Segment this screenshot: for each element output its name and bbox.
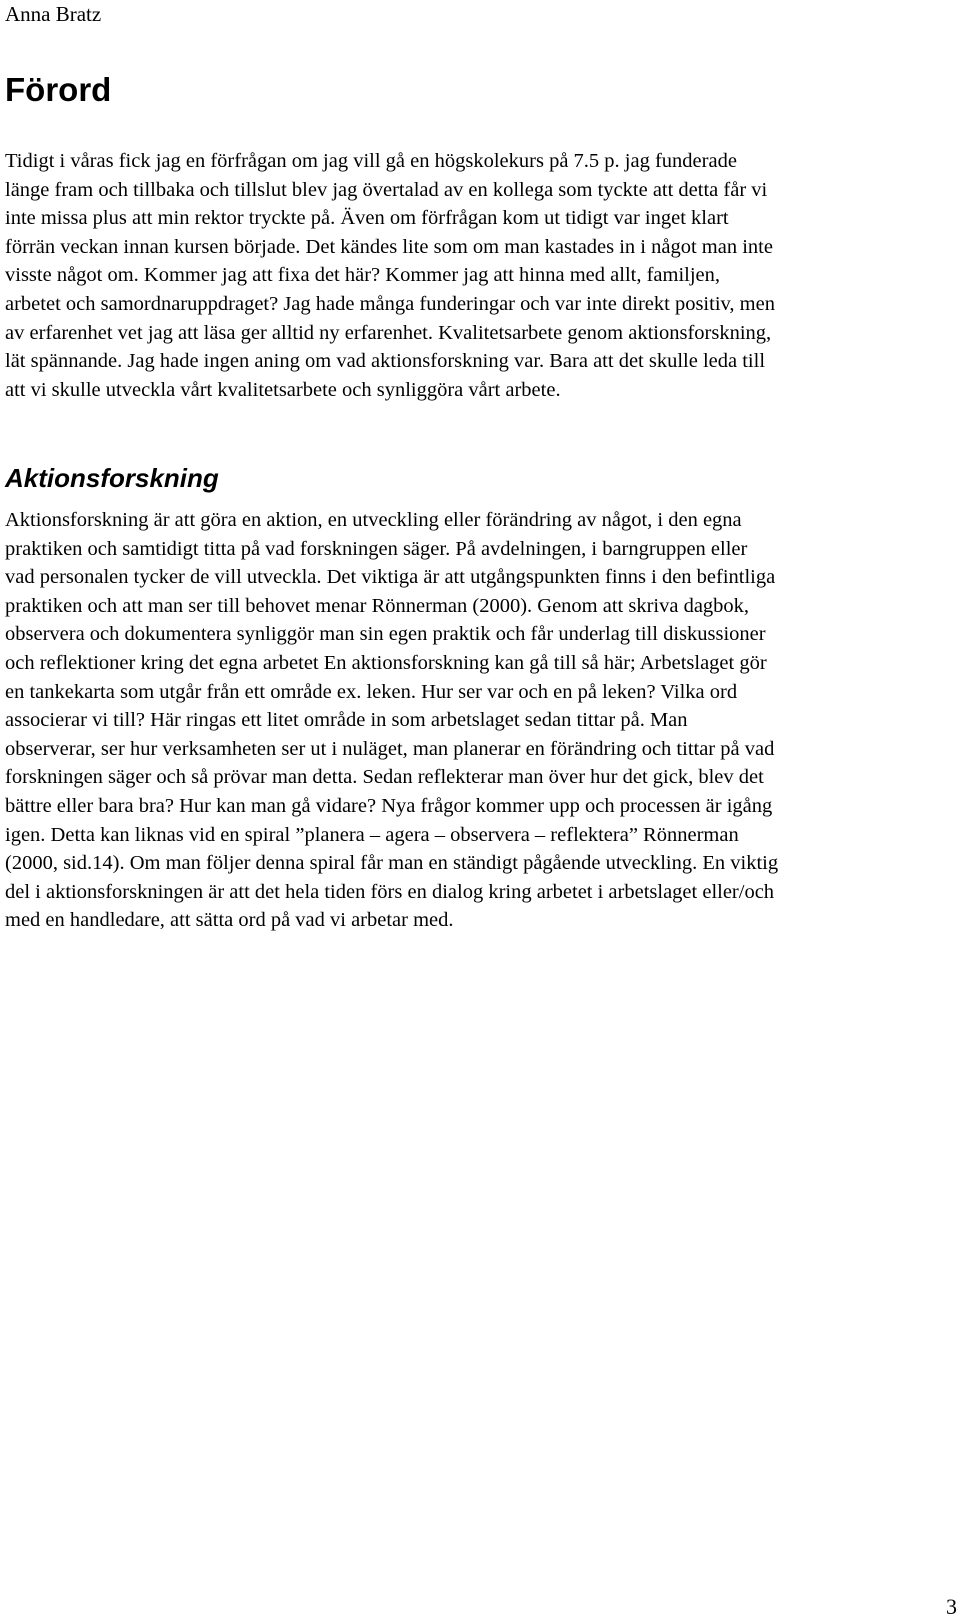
text-line: observera och dokumentera synliggör man sin egen praktik och får underlag till diskussioner — [5, 623, 766, 646]
text-line: en tankekarta som utgår från ett område ex. leken. Hur ser var och en på leken? Vilka ord — [5, 680, 738, 703]
page-number: 3 — [946, 1594, 957, 1619]
text-line: igen. Detta kan liknas vid en spiral ”planera – agera – observera – reflektera” Rönnerman — [5, 823, 739, 846]
text-line: förrän veckan innan kursen började. Det kändes lite som om man kastades in i något man inte — [5, 235, 773, 258]
text-line: forskningen säger och så prövar man detta. Sedan reflekterar man över hur det gick, blev det — [5, 766, 764, 789]
text-line: praktiken och att man ser till behovet menar Rönnerman (2000). Genom att skriva dagbok, — [5, 594, 750, 617]
text-line: lät spännande. Jag hade ingen aning om vad aktionsforskning var. Bara att det skulle leda till — [5, 350, 766, 373]
text-line: och reflektioner kring det egna arbetet En aktionsforskning kan gå till så här; Arbetslaget gör — [5, 651, 767, 674]
text-line: del i aktionsforskningen är att det hela tiden förs en dialog kring arbetet i arbetslaget eller/och — [5, 880, 775, 903]
text-line: att vi skulle utveckla vårt kvalitetsarbete och synliggöra vårt arbete. — [5, 378, 561, 401]
author-name: Anna Bratz — [5, 2, 102, 26]
text-line: inte missa plus att min rektor tryckte på. Även om förfrågan kom ut tidigt var inget klart — [5, 207, 729, 230]
text-line: vad personalen tycker de vill utveckla. Det viktiga är att utgångspunkten finns i den befintliga — [5, 566, 776, 589]
text-line: observerar, ser hur verksamheten ser ut i nuläget, man planerar en förändring och tittar på vad — [5, 737, 775, 760]
paragraph-aktionsforskning — [5, 506, 955, 935]
text-line: arbetet och samordnaruppdraget? Jag hade många funderingar och var inte direkt positiv, men — [5, 292, 775, 315]
heading-aktionsforskning: Aktionsforskning — [5, 463, 219, 493]
heading-forord: Förord — [5, 71, 112, 108]
text-line: praktiken och samtidigt titta på vad forskningen säger. På avdelningen, i barngruppen eller — [5, 537, 748, 560]
text-line: av erfarenhet vet jag att läsa ger alltid ny erfarenhet. Kvalitetsarbete genom aktionsforskning, — [5, 321, 772, 344]
text-line: visste något om. Kommer jag att fixa det här? Kommer jag att hinna med allt, familjen, — [5, 264, 721, 287]
text-line: länge fram och tillbaka och tillslut blev jag övertalad av en kollega som tyckte att detta får vi — [5, 178, 768, 201]
text-line: Tidigt i våras fick jag en förfrågan om jag vill gå en högskolekurs på 7.5 p. jag funderade — [5, 150, 737, 172]
paragraph-forord — [5, 147, 955, 404]
text-line: Aktionsforskning är att göra en aktion, en utveckling eller förändring av något, i den egna — [5, 509, 742, 531]
text-line: associerar vi till? Här ringas ett litet område in som arbetslaget sedan tittar på. Man — [5, 709, 688, 732]
text-line: (2000, sid.14). Om man följer denna spiral får man en ständigt pågående utveckling. En viktig — [5, 852, 779, 875]
text-line: bättre eller bara bra? Hur kan man gå vidare? Nya frågor kommer upp och processen är igång — [5, 794, 773, 817]
text-line: med en handledare, att sätta ord på vad vi arbetar med. — [5, 909, 454, 932]
